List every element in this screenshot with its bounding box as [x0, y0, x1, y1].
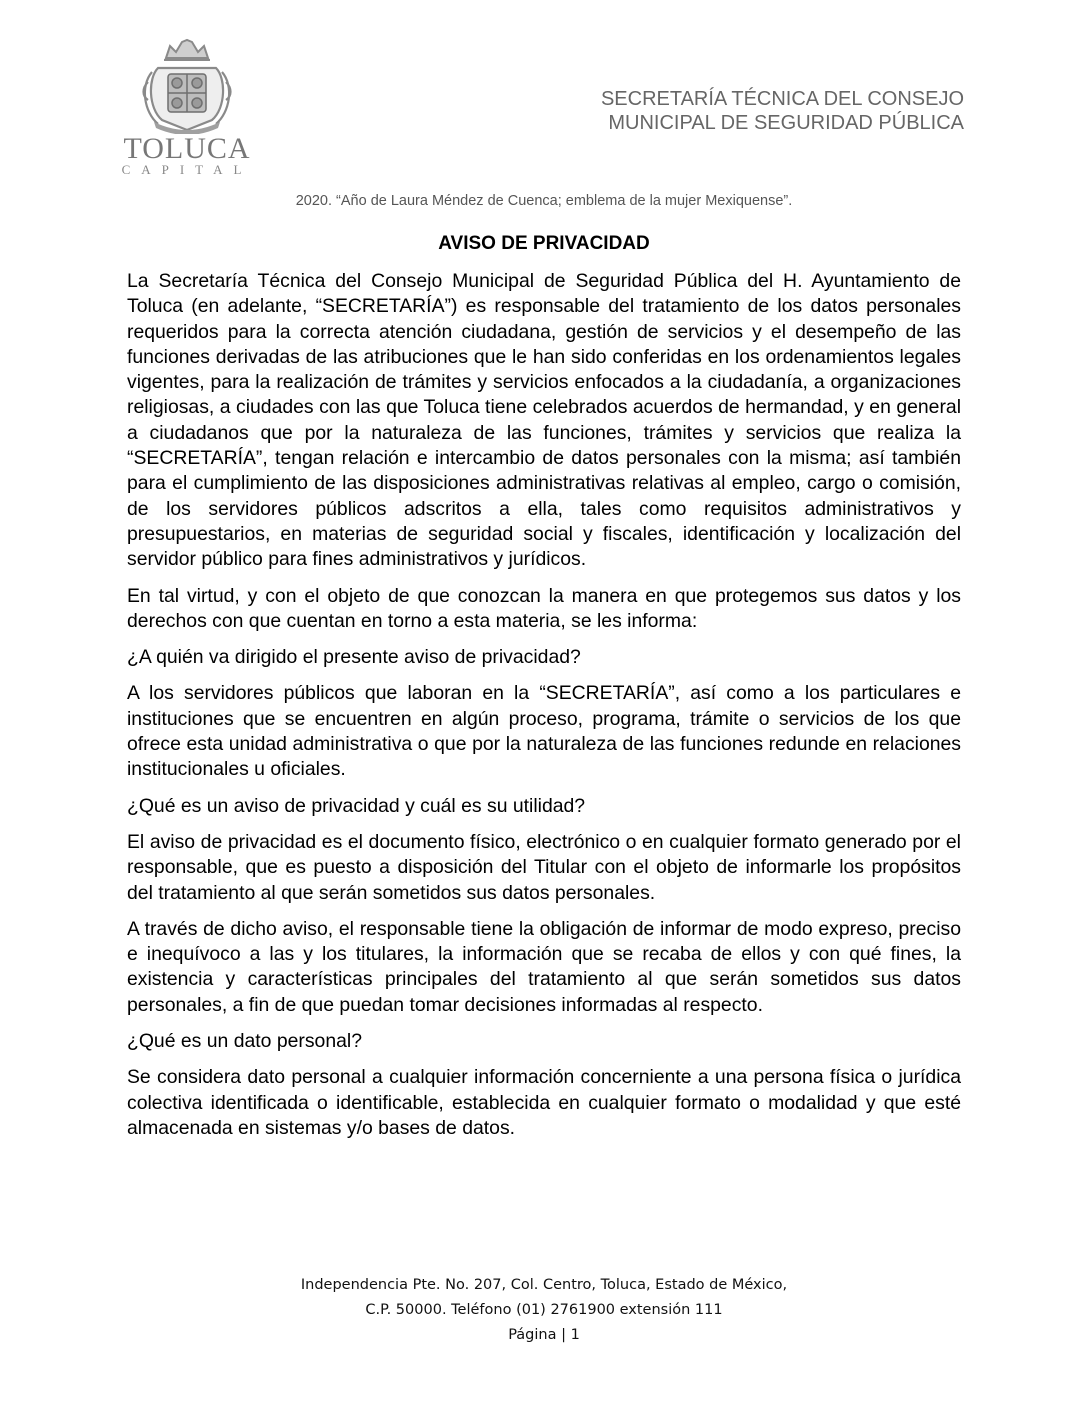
- logo-subtitle: CAPITAL: [121, 162, 253, 177]
- paragraph-notice-definition: El aviso de privacidad es el documento físico, electrónico o en cualquier formato generado por el responsable, que es puesto a disposición del Titular con el objeto de informarle los propósitos del tratamiento al que serán sometidos sus datos personales.: [127, 830, 961, 904]
- page-footer: [0, 1273, 1088, 1348]
- logo-name: TOLUCA: [123, 132, 251, 165]
- footer-contact: C.P. 50000. Teléfono (01) 2761900 extensión 111: [365, 1302, 723, 1318]
- coat-of-arms-icon: [118, 38, 256, 134]
- paragraph-audience: A los servidores públicos que laboran en la “SECRETARÍA”, así como a los particulares e instituciones que se encuentren en algún proceso, programa, trámite o servicios de los que ofrece esta unidad administrativa o que por la naturaleza de las funciones redunde en relaciones institucionales u oficiales.: [127, 682, 961, 781]
- question-personal-data: ¿Qué es un dato personal?: [127, 1030, 362, 1053]
- year-motto: 2020. “Año de Laura Méndez de Cuenca; emblema de la mujer Mexiquense”.: [295, 193, 793, 209]
- page-number: Página | 1: [508, 1327, 580, 1343]
- footer-address: Independencia Pte. No. 207, Col. Centro, Toluca, Estado de México,: [300, 1277, 788, 1293]
- paragraph-intro: La Secretaría Técnica del Consejo Municipal de Seguridad Pública del H. Ayuntamiento de Toluca (en adelante, “SECRETARÍA”) es responsable del tratamiento de los datos personales requeridos para la correcta atención ciudadana, gestión de servicios y el desempeño de las funciones derivadas de las atribuciones que le han sido conferidas en los ordenamientos legales vigentes, para la realización de trámites y servicios enfocados a la ciudadanía, a organizaciones religiosas, a ciudades con las que Toluca tiene celebrados acuerdos de hermandad, y en general a ciudadanos que por la naturaleza de las funciones, trámites y servicios que realiza la “SECRETARÍA”, tengan relación e intercambio de datos personales con la misma; así también para el cumplimiento de las disposiciones administrativas relativas al empleo, cargo o comisión, de los servidores públicos adscritos a ella, tales como requisitos administrativos y presupuestarios, en materias de seguridad social y fiscales, identificación y localización del servidor público para fines administrativos y jurídicos.: [127, 270, 961, 571]
- question-notice-utility: ¿Qué es un aviso de privacidad y cuál es su utilidad?: [127, 794, 586, 817]
- paragraph-purpose: En tal virtud, y con el objeto de que conozcan la manera en que protegemos sus datos y los derechos con que cuentan en torno a esta materia, se les informa:: [127, 584, 961, 632]
- paragraph-personal-data: Se considera dato personal a cualquier información concerniente a una persona física o jurídica colectiva identificada o identificable, establecida en cualquier formato o modalidad y que esté almacenada en sistemas y/o bases de datos.: [127, 1066, 961, 1139]
- document-body: [127, 269, 961, 1152]
- department-line-1: SECRETARÍA TÉCNICA DEL CONSEJO: [600, 88, 964, 110]
- paragraph-notice-obligation: A través de dicho aviso, el responsable tiene la obligación de informar de modo expreso, preciso e inequívoco a las y los titulares, la información que se recaba de ellos y con qué fines, la existencia y características principales del tratamiento al que serán sometidos sus datos personales, a fin de que puedan tomar decisiones informadas al respecto.: [127, 917, 961, 1016]
- toluca-logo: [118, 38, 256, 183]
- department-header: [601, 87, 964, 135]
- question-audience: ¿A quién va dirigido el presente aviso de privacidad?: [127, 646, 581, 669]
- department-line-2: MUNICIPAL DE SEGURIDAD PÚBLICA: [608, 112, 964, 134]
- document-title: AVISO DE PRIVACIDAD: [438, 233, 650, 254]
